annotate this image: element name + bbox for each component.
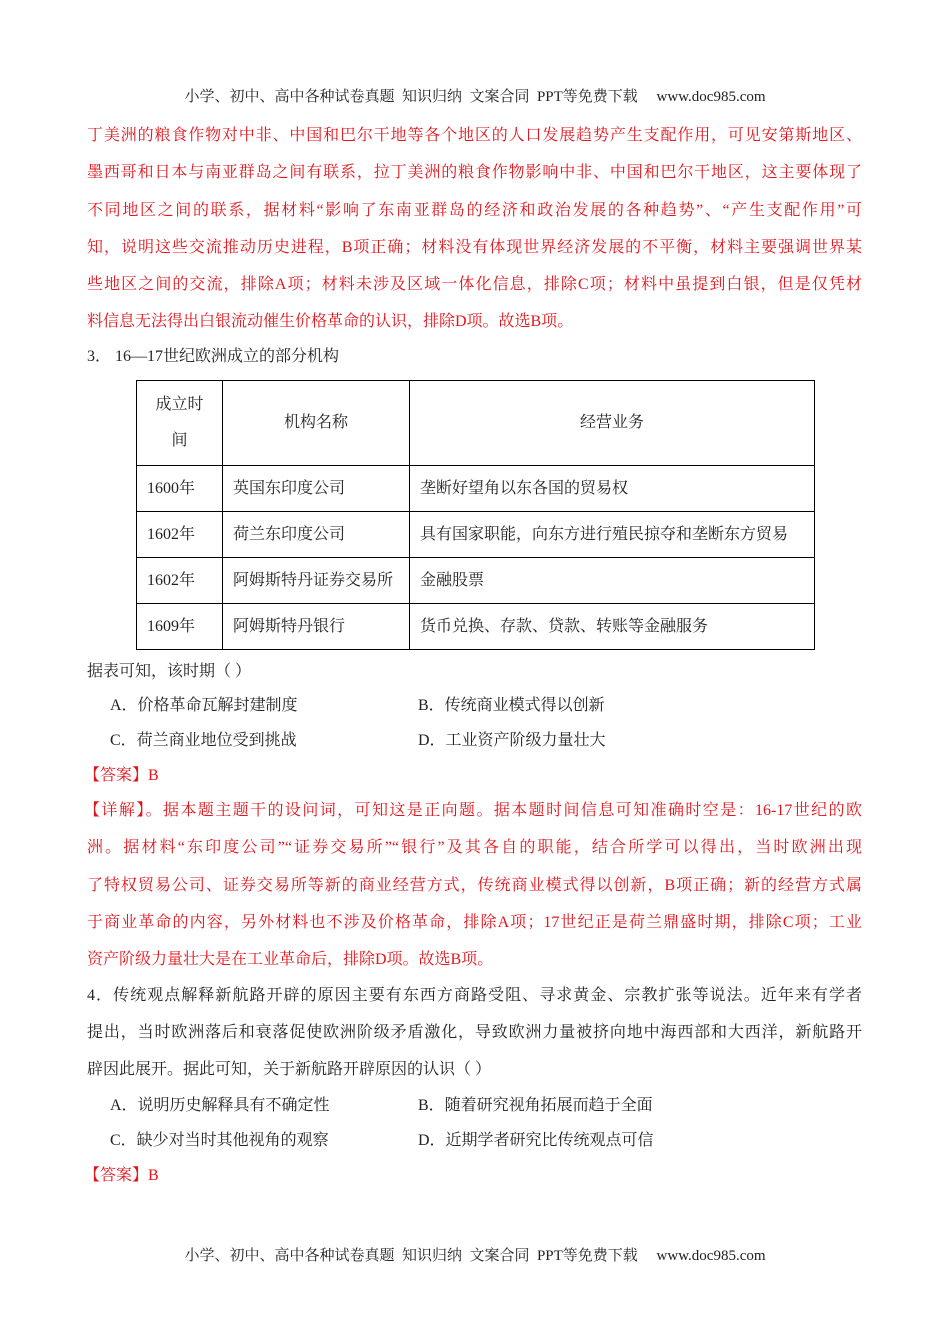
explanation-line: 不同地区之间的联系，据材料“影响了东南亚群岛的经济和政治发展的各种趋势”、“产生支配作用”可 [87, 202, 862, 219]
option-b: B．随着研究视角拓展而趋于全面 [418, 1097, 653, 1114]
question-4-stem: 辟因此展开。据此可知，关于新航路开辟原因的认识（ ） [87, 1061, 492, 1078]
explanation-line: 【详解】。据本题主题干的设问词，可知这是正向题。据本题时间信息可知准确时空是：16-17世纪的欧 [84, 802, 862, 819]
institutions-table [136, 380, 815, 650]
table-row [137, 512, 815, 558]
explanation-line: 了特权贸易公司、证券交易所等新的商业经营方式，传统商业模式得以创新，B项正确；新的经营方式属 [87, 877, 862, 894]
cell: 1600年 [137, 466, 223, 512]
page-header: 小学、初中、高中各种试卷真题 知识归纳 文案合同 PPT等免费下载 www.doc985.com [184, 89, 766, 105]
question-4-stem: 4．传统观点解释新航路开辟的原因主要有东西方商路受阻、寻求黄金、宗教扩张等说法。近年来有学者 [87, 987, 862, 1004]
table-header-row [137, 381, 815, 466]
cell: 英国东印度公司 [223, 466, 410, 512]
explanation-line: 墨西哥和日本与南亚群岛之间有联系，拉丁美洲的粮食作物影响中非、中国和巴尔干地区，这主要体现了 [87, 164, 862, 181]
option-b: B．传统商业模式得以创新 [418, 697, 605, 714]
explanation-line: 知，说明这些交流推动历史进程，B项正确；材料没有体现世界经济发展的不平衡，材料主要强调世界某 [87, 239, 862, 256]
question-3-title: 3． 16—17世纪欧洲成立的部分机构 [87, 348, 340, 365]
cell: 金融股票 [410, 558, 815, 604]
cell: 垄断好望角以东各国的贸易权 [410, 466, 815, 512]
page-footer: 小学、初中、高中各种试卷真题 知识归纳 文案合同 PPT等免费下载 www.doc985.com [184, 1248, 766, 1264]
cell: 阿姆斯特丹银行 [223, 604, 410, 650]
cell: 1602年 [137, 512, 223, 558]
cell: 1609年 [137, 604, 223, 650]
explanation-line: 些地区之间的交流，排除A项；材料未涉及区域一体化信息，排除C项；材料中虽提到白银，但是仅凭材 [87, 276, 862, 293]
cell: 1602年 [137, 558, 223, 604]
cell: 货币兑换、存款、贷款、转账等金融服务 [410, 604, 815, 650]
cell: 阿姆斯特丹证券交易所 [223, 558, 410, 604]
explanation-line: 资产阶级力量壮大是在工业革命后，排除D项。故选B项。 [87, 951, 494, 968]
cell: 荷兰东印度公司 [223, 512, 410, 558]
explanation-line: 料信息无法得出白银流动催生价格革命的认识，排除D项。故选B项。 [87, 313, 574, 330]
cell: 具有国家职能，向东方进行殖民掠夺和垄断东方贸易 [410, 512, 815, 558]
header-cell-text: 成立时间 [155, 396, 204, 449]
header-cell: 机构名称 [223, 381, 410, 466]
option-a: A．价格革命瓦解封建制度 [110, 697, 298, 714]
answer-label: 【答案】B [84, 1167, 159, 1184]
option-c: C．荷兰商业地位受到挑战 [110, 732, 297, 749]
explanation-line: 于商业革命的内容，另外材料也不涉及价格革命，排除A项；17世纪正是荷兰鼎盛时期，排除C项；工业 [87, 914, 862, 931]
option-a: A．说明历史解释具有不确定性 [110, 1097, 330, 1114]
answer-label: 【答案】B [84, 767, 159, 784]
option-d: D．近期学者研究比传统观点可信 [418, 1132, 654, 1149]
option-d: D．工业资产阶级力量壮大 [418, 732, 606, 749]
question-4-stem: 提出，当时欧洲落后和衰落促使欧洲阶级矛盾激化，导致欧洲力量被挤向地中海西部和大西洋，新航路开 [87, 1024, 862, 1041]
header-cell [137, 381, 223, 466]
table-row [137, 604, 815, 650]
table-row [137, 558, 815, 604]
question-3-stem: 据表可知，该时期（ ） [87, 663, 252, 680]
explanation-line: 洲。据材料“东印度公司”“证券交易所”“银行”及其各自的职能，结合所学可以得出，当时欧洲出现 [87, 839, 862, 856]
option-c: C．缺少对当时其他视角的观察 [110, 1132, 329, 1149]
header-cell: 经营业务 [410, 381, 815, 466]
table-row [137, 466, 815, 512]
explanation-line: 丁美洲的粮食作物对中非、中国和巴尔干地等各个地区的人口发展趋势产生支配作用，可见安第斯地区、 [87, 127, 862, 144]
